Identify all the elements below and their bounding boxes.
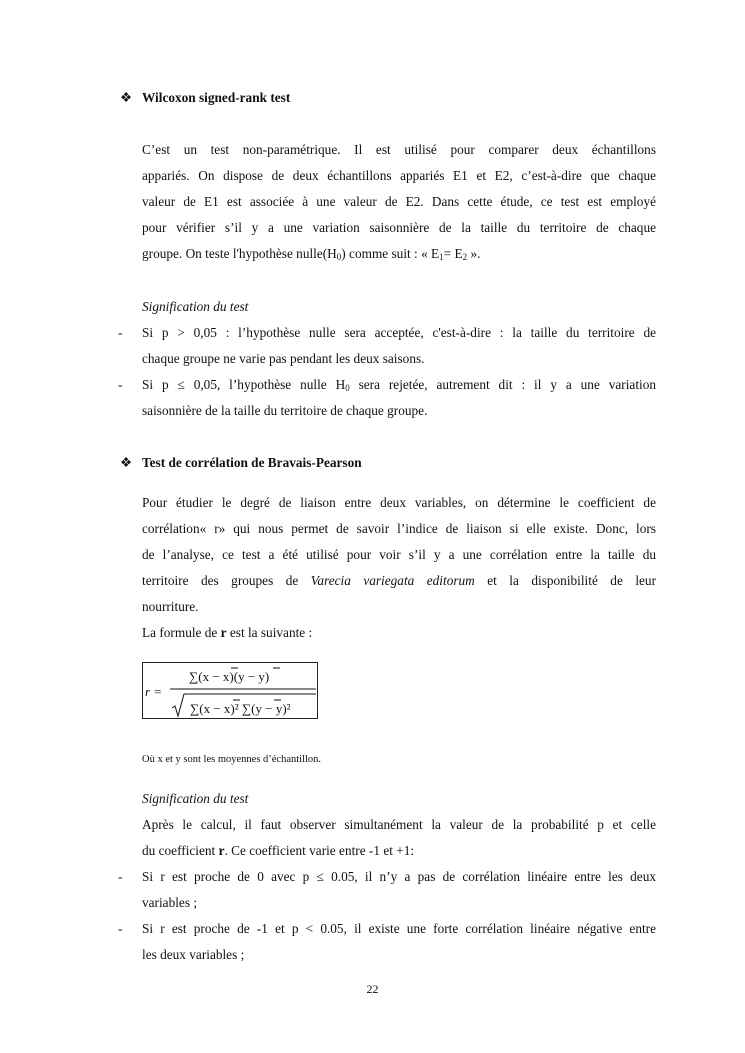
paragraph-line: de l’analyse, ce test a été utilisé pour voir s’il y a une corrélation entre la taille du [142,547,656,562]
list-item-cont: variables ; [142,895,198,910]
formula-box [142,662,318,719]
list-item-cont: chaque groupe ne varie pas pendant les deux saisons. [142,351,425,366]
paragraph-line: valeur de E1 est associée à une valeur de E2. Dans cette étude, ce test est employé [142,194,656,209]
formula-note: Où x et y sont les moyennes d’échantillon. [142,754,322,765]
paragraph-line: Pour étudier le degré de liaison entre deux variables, on détermine le coefficient de [142,495,656,510]
paragraph-line: groupe. On teste l'hypothèse $nulle(H_0)$ comme suit : « $E_1= E_2$ ». [142,246,481,262]
subsection-title: Signification du test [142,791,249,806]
section-heading-pearson: ❖ Test de corrélation de Bravais-Pearson [120,455,362,470]
paragraph-line: territoire des groupes de Varecia variegata editorum et la disponibilité de leur [142,573,656,588]
paragraph-line: du coefficient r. Ce coefficient varie entre -1 et +1: [142,843,415,858]
dash-bullet: - [118,869,123,884]
paragraph-line: Après le calcul, il faut observer simultanément la valeur de la probabilité p et celle [142,817,656,832]
list-item: Si p > 0,05 : l’hypothèse nulle sera acceptée, c'est-à-dire : la taille du territoire de [142,325,656,340]
subsection-title: Signification du test [142,299,249,314]
paragraph-line: pour vérifier s’il y a une variation saisonnière de la taille du territoire de chaque [142,220,656,235]
formula-lhs: r = [145,684,163,699]
list-item-cont: les deux variables ; [142,947,245,962]
list-item-cont: saisonnière de la taille du territoire de chaque groupe. [142,403,428,418]
diamond-bullet-icon: ❖ [120,90,132,105]
formula-numerator: ∑(x − x)(y − y) [189,669,270,684]
dash-bullet: - [118,921,123,936]
list-item: Si p ≤ 0,05, l’hypothèse nulle $H_0$ sera rejetée, autrement dit : il y a une variation [142,377,656,393]
dash-bullet: - [118,377,123,392]
paragraph-line: nourriture. [142,599,199,614]
diamond-bullet-icon: ❖ [120,455,132,470]
paragraph-line: C’est un test non-paramétrique. Il est utilisé pour comparer deux échantillons [142,142,656,157]
page-number: 22 [366,982,379,996]
formula-denominator: ∑(x − x)² ∑(y − y)² [190,701,291,716]
list-item: Si r est proche de 0 avec p ≤ 0.05, il n’y a pas de corrélation linéaire entre les deux [142,869,656,884]
dash-bullet: - [118,325,123,340]
formula-intro: La formule de r est la suivante : [142,625,313,640]
section-heading-wilcoxon: ❖ Wilcoxon signed-rank test [120,90,291,105]
paragraph-line: appariés. On dispose de deux échantillons appariés E1 et E2, c’est-à-dire que chaque [142,168,656,183]
pearson-formula [142,662,318,719]
list-item: Si r est proche de -1 et p < 0.05, il existe une forte corrélation linéaire négative entre [142,921,656,936]
paragraph-line: corrélation« r» qui nous permet de savoir l’indice de liaison si elle existe. Donc, lors [142,521,656,536]
